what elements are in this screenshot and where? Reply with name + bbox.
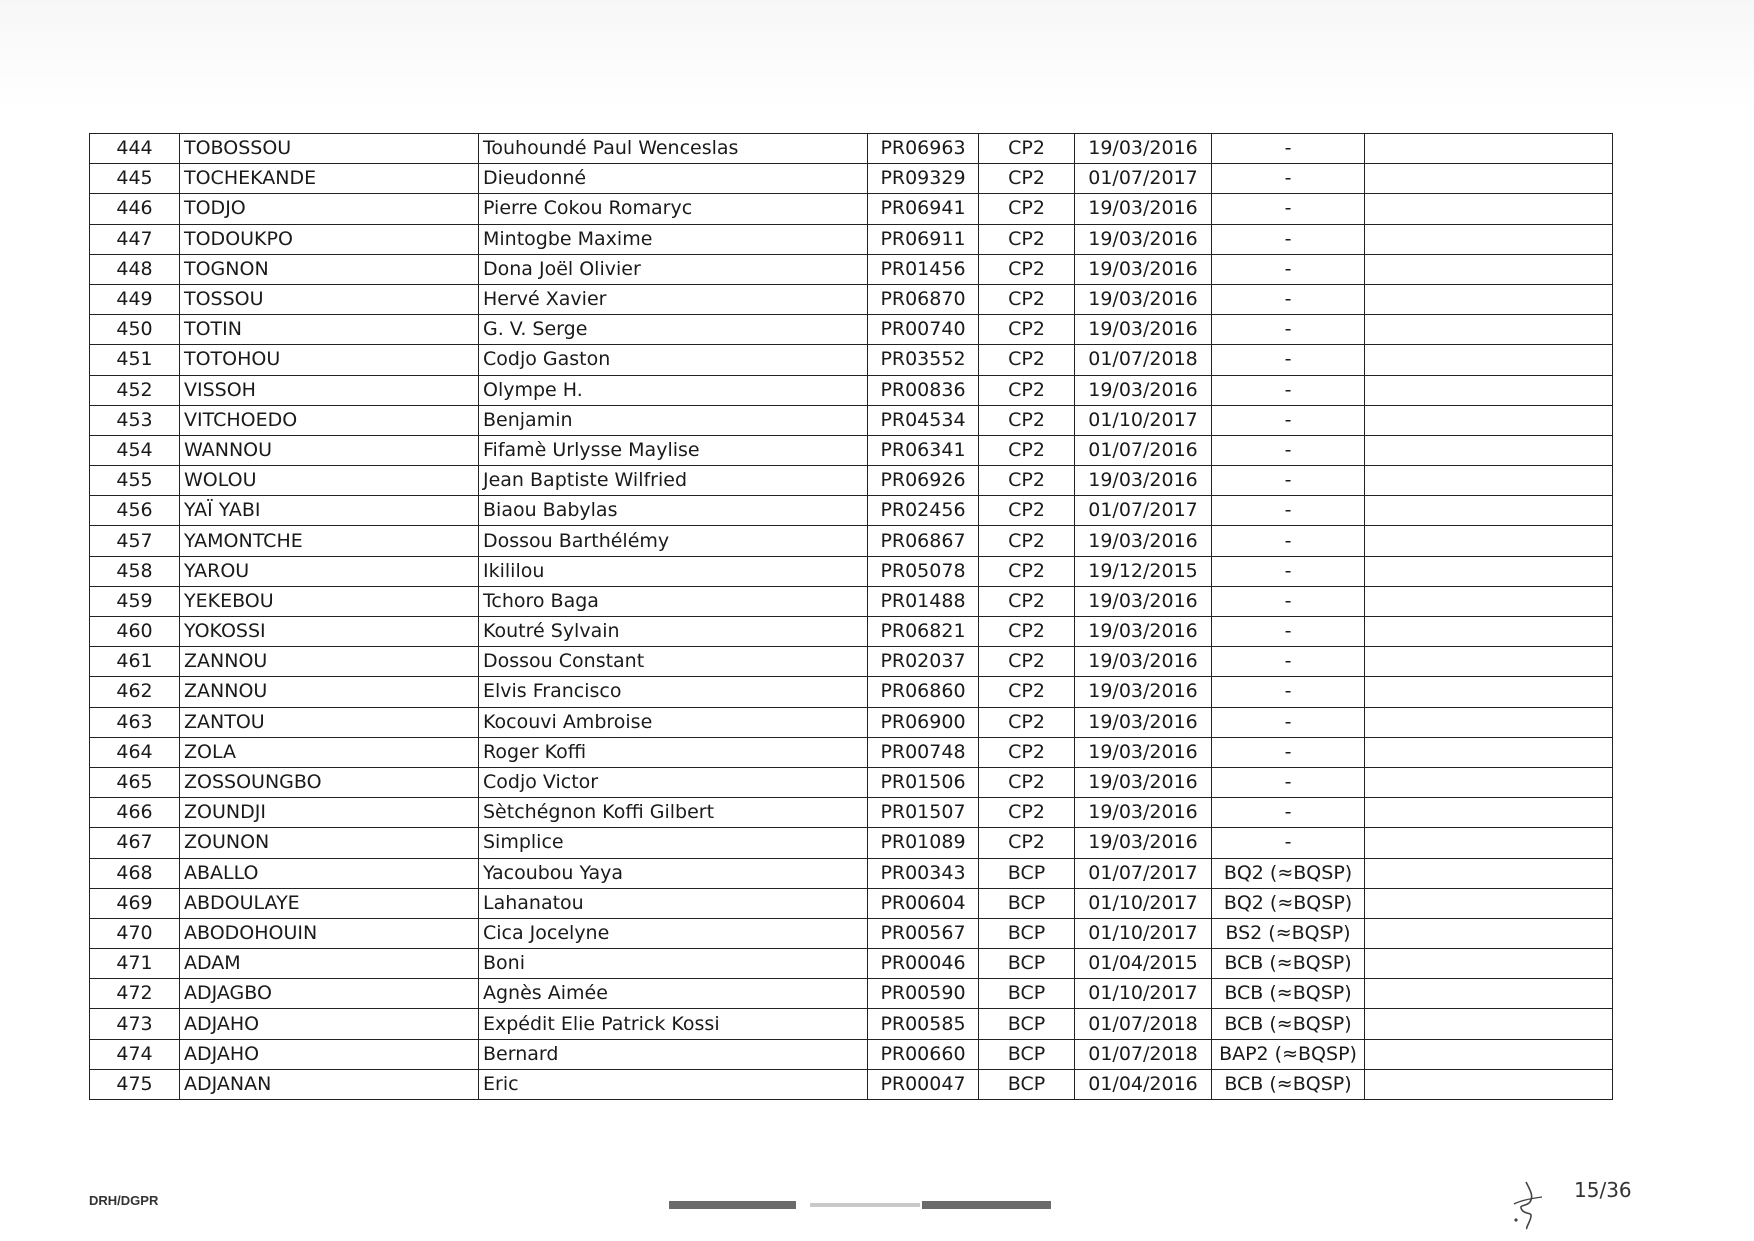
first-names-cell: Elvis Francisco	[479, 677, 868, 707]
row-number-cell: 444	[90, 134, 180, 164]
equivalence-cell: -	[1212, 224, 1365, 254]
row-number-cell: 456	[90, 496, 180, 526]
date-cell: 19/03/2016	[1075, 586, 1212, 616]
registration-number-cell: PR04534	[868, 405, 979, 435]
first-names-cell: Fifamè Urlysse Maylise	[479, 435, 868, 465]
category-cell: BCP	[979, 918, 1075, 948]
equivalence-cell: -	[1212, 194, 1365, 224]
row-number-cell: 466	[90, 798, 180, 828]
date-cell: 19/03/2016	[1075, 284, 1212, 314]
date-cell: 19/03/2016	[1075, 798, 1212, 828]
table-row	[90, 375, 1613, 405]
category-cell: CP2	[979, 828, 1075, 858]
date-cell: 19/03/2016	[1075, 677, 1212, 707]
date-cell: 19/03/2016	[1075, 828, 1212, 858]
first-names-cell: Agnès Aimée	[479, 979, 868, 1009]
row-number-cell: 467	[90, 828, 180, 858]
first-names-cell: Eric	[479, 1069, 868, 1099]
category-cell: CP2	[979, 315, 1075, 345]
equivalence-cell: -	[1212, 677, 1365, 707]
first-names-cell: Biaou Babylas	[479, 496, 868, 526]
blank-cell-cell	[1365, 1009, 1613, 1039]
blank-cell-cell	[1365, 888, 1613, 918]
equivalence-cell: BCB (≈BQSP)	[1212, 949, 1365, 979]
scan-edge-shadow	[0, 0, 1754, 110]
footer-department-label: DRH/DGPR	[89, 1193, 159, 1208]
registration-number-cell: PR06860	[868, 677, 979, 707]
category-cell: BCP	[979, 1069, 1075, 1099]
date-cell: 01/07/2018	[1075, 345, 1212, 375]
first-names-cell: Mintogbe Maxime	[479, 224, 868, 254]
equivalence-cell: -	[1212, 254, 1365, 284]
equivalence-cell: -	[1212, 828, 1365, 858]
page-number: 15/36	[1574, 1178, 1632, 1202]
equivalence-cell: BQ2 (≈BQSP)	[1212, 888, 1365, 918]
first-names-cell: Yacoubou Yaya	[479, 858, 868, 888]
category-cell: BCP	[979, 949, 1075, 979]
category-cell: CP2	[979, 345, 1075, 375]
row-number-cell: 460	[90, 617, 180, 647]
registration-number-cell: PR06341	[868, 435, 979, 465]
table-row	[90, 647, 1613, 677]
date-cell: 01/07/2017	[1075, 164, 1212, 194]
equivalence-cell: BS2 (≈BQSP)	[1212, 918, 1365, 948]
date-cell: 01/07/2017	[1075, 496, 1212, 526]
last-name-cell: VISSOH	[180, 375, 479, 405]
equivalence-cell: -	[1212, 345, 1365, 375]
table-row	[90, 707, 1613, 737]
date-cell: 01/04/2015	[1075, 949, 1212, 979]
table-row	[90, 224, 1613, 254]
table-row	[90, 526, 1613, 556]
registration-number-cell: PR00660	[868, 1039, 979, 1069]
row-number-cell: 450	[90, 315, 180, 345]
blank-cell-cell	[1365, 164, 1613, 194]
date-cell: 19/03/2016	[1075, 194, 1212, 224]
table-row	[90, 949, 1613, 979]
last-name-cell: ZANTOU	[180, 707, 479, 737]
date-cell: 01/10/2017	[1075, 918, 1212, 948]
first-names-cell: Expédit Elie Patrick Kossi	[479, 1009, 868, 1039]
category-cell: CP2	[979, 496, 1075, 526]
last-name-cell: WANNOU	[180, 435, 479, 465]
row-number-cell: 448	[90, 254, 180, 284]
date-cell: 01/07/2018	[1075, 1039, 1212, 1069]
equivalence-cell: -	[1212, 737, 1365, 767]
registration-number-cell: PR05078	[868, 556, 979, 586]
first-names-cell: Hervé Xavier	[479, 284, 868, 314]
blank-cell-cell	[1365, 254, 1613, 284]
first-names-cell: Olympe H.	[479, 375, 868, 405]
table-row	[90, 194, 1613, 224]
table-row	[90, 496, 1613, 526]
row-number-cell: 459	[90, 586, 180, 616]
date-cell: 19/03/2016	[1075, 526, 1212, 556]
date-cell: 19/03/2016	[1075, 707, 1212, 737]
category-cell: CP2	[979, 556, 1075, 586]
last-name-cell: YAMONTCHE	[180, 526, 479, 556]
blank-cell-cell	[1365, 375, 1613, 405]
blank-cell-cell	[1365, 134, 1613, 164]
row-number-cell: 447	[90, 224, 180, 254]
row-number-cell: 471	[90, 949, 180, 979]
blank-cell-cell	[1365, 224, 1613, 254]
registration-number-cell: PR01506	[868, 767, 979, 797]
date-cell: 01/07/2018	[1075, 1009, 1212, 1039]
table-row	[90, 345, 1613, 375]
category-cell: CP2	[979, 134, 1075, 164]
registration-number-cell: PR00343	[868, 858, 979, 888]
last-name-cell: ABDOULAYE	[180, 888, 479, 918]
category-cell: CP2	[979, 647, 1075, 677]
table-body	[90, 134, 1613, 1100]
row-number-cell: 474	[90, 1039, 180, 1069]
category-cell: CP2	[979, 707, 1075, 737]
equivalence-cell: BCB (≈BQSP)	[1212, 979, 1365, 1009]
row-number-cell: 464	[90, 737, 180, 767]
row-number-cell: 446	[90, 194, 180, 224]
date-cell: 01/07/2017	[1075, 858, 1212, 888]
last-name-cell: TODJO	[180, 194, 479, 224]
table-row	[90, 1039, 1613, 1069]
row-number-cell: 472	[90, 979, 180, 1009]
last-name-cell: TOTIN	[180, 315, 479, 345]
category-cell: BCP	[979, 979, 1075, 1009]
registration-number-cell: PR06963	[868, 134, 979, 164]
registration-number-cell: PR06821	[868, 617, 979, 647]
row-number-cell: 469	[90, 888, 180, 918]
table-row	[90, 737, 1613, 767]
equivalence-cell: -	[1212, 526, 1365, 556]
category-cell: CP2	[979, 737, 1075, 767]
first-names-cell: Simplice	[479, 828, 868, 858]
date-cell: 19/03/2016	[1075, 254, 1212, 284]
row-number-cell: 453	[90, 405, 180, 435]
row-number-cell: 454	[90, 435, 180, 465]
table-row	[90, 1009, 1613, 1039]
blank-cell-cell	[1365, 617, 1613, 647]
equivalence-cell: -	[1212, 315, 1365, 345]
date-cell: 19/03/2016	[1075, 315, 1212, 345]
date-cell: 01/10/2017	[1075, 888, 1212, 918]
registration-number-cell: PR06941	[868, 194, 979, 224]
registration-number-cell: PR00046	[868, 949, 979, 979]
registration-number-cell: PR02456	[868, 496, 979, 526]
blank-cell-cell	[1365, 737, 1613, 767]
date-cell: 01/04/2016	[1075, 1069, 1212, 1099]
last-name-cell: ADJAHO	[180, 1009, 479, 1039]
registration-number-cell: PR00748	[868, 737, 979, 767]
category-cell: CP2	[979, 435, 1075, 465]
table-row	[90, 798, 1613, 828]
last-name-cell: TOCHEKANDE	[180, 164, 479, 194]
date-cell: 19/03/2016	[1075, 375, 1212, 405]
date-cell: 01/07/2016	[1075, 435, 1212, 465]
table-row	[90, 1069, 1613, 1099]
category-cell: CP2	[979, 798, 1075, 828]
first-names-cell: Dossou Constant	[479, 647, 868, 677]
date-cell: 19/03/2016	[1075, 134, 1212, 164]
category-cell: CP2	[979, 375, 1075, 405]
blank-cell-cell	[1365, 586, 1613, 616]
table-row	[90, 617, 1613, 647]
date-cell: 19/03/2016	[1075, 767, 1212, 797]
table-row	[90, 556, 1613, 586]
table-row	[90, 284, 1613, 314]
first-names-cell: Pierre Cokou Romaryc	[479, 194, 868, 224]
date-cell: 19/03/2016	[1075, 466, 1212, 496]
category-cell: CP2	[979, 466, 1075, 496]
first-names-cell: Touhoundé Paul Wenceslas	[479, 134, 868, 164]
last-name-cell: TOGNON	[180, 254, 479, 284]
footer-scan-bar	[922, 1201, 1051, 1209]
first-names-cell: Sètchégnon Koffi Gilbert	[479, 798, 868, 828]
category-cell: CP2	[979, 224, 1075, 254]
first-names-cell: Lahanatou	[479, 888, 868, 918]
table-row	[90, 767, 1613, 797]
row-number-cell: 449	[90, 284, 180, 314]
registration-number-cell: PR06926	[868, 466, 979, 496]
date-cell: 19/03/2016	[1075, 737, 1212, 767]
category-cell: CP2	[979, 677, 1075, 707]
blank-cell-cell	[1365, 466, 1613, 496]
equivalence-cell: -	[1212, 435, 1365, 465]
category-cell: CP2	[979, 194, 1075, 224]
blank-cell-cell	[1365, 496, 1613, 526]
category-cell: CP2	[979, 284, 1075, 314]
table-row	[90, 134, 1613, 164]
equivalence-cell: -	[1212, 375, 1365, 405]
last-name-cell: ZOUNDJI	[180, 798, 479, 828]
registration-number-cell: PR00047	[868, 1069, 979, 1099]
blank-cell-cell	[1365, 405, 1613, 435]
equivalence-cell: -	[1212, 707, 1365, 737]
equivalence-cell: -	[1212, 556, 1365, 586]
row-number-cell: 473	[90, 1009, 180, 1039]
table-row	[90, 828, 1613, 858]
equivalence-cell: BCB (≈BQSP)	[1212, 1009, 1365, 1039]
equivalence-cell: BCB (≈BQSP)	[1212, 1069, 1365, 1099]
registration-number-cell: PR09329	[868, 164, 979, 194]
first-names-cell: Dossou Barthélémy	[479, 526, 868, 556]
first-names-cell: Dieudonné	[479, 164, 868, 194]
blank-cell-cell	[1365, 345, 1613, 375]
blank-cell-cell	[1365, 315, 1613, 345]
last-name-cell: WOLOU	[180, 466, 479, 496]
equivalence-cell: -	[1212, 767, 1365, 797]
last-name-cell: TOSSOU	[180, 284, 479, 314]
row-number-cell: 465	[90, 767, 180, 797]
row-number-cell: 451	[90, 345, 180, 375]
blank-cell-cell	[1365, 526, 1613, 556]
row-number-cell: 452	[90, 375, 180, 405]
registration-number-cell: PR01488	[868, 586, 979, 616]
date-cell: 19/03/2016	[1075, 224, 1212, 254]
registration-number-cell: PR06911	[868, 224, 979, 254]
first-names-cell: Benjamin	[479, 405, 868, 435]
first-names-cell: Kocouvi Ambroise	[479, 707, 868, 737]
registration-number-cell: PR00590	[868, 979, 979, 1009]
blank-cell-cell	[1365, 828, 1613, 858]
table-row	[90, 405, 1613, 435]
table-row	[90, 858, 1613, 888]
registration-number-cell: PR06900	[868, 707, 979, 737]
blank-cell-cell	[1365, 1069, 1613, 1099]
last-name-cell: ABODOHOUIN	[180, 918, 479, 948]
row-number-cell: 470	[90, 918, 180, 948]
equivalence-cell: -	[1212, 134, 1365, 164]
row-number-cell: 461	[90, 647, 180, 677]
personnel-table	[89, 133, 1613, 1100]
registration-number-cell: PR03552	[868, 345, 979, 375]
table-row	[90, 586, 1613, 616]
footer-scan-bar	[810, 1203, 920, 1207]
first-names-cell: Tchoro Baga	[479, 586, 868, 616]
blank-cell-cell	[1365, 858, 1613, 888]
table-row	[90, 979, 1613, 1009]
last-name-cell: ADAM	[180, 949, 479, 979]
first-names-cell: Bernard	[479, 1039, 868, 1069]
last-name-cell: ZOSSOUNGBO	[180, 767, 479, 797]
category-cell: CP2	[979, 254, 1075, 284]
table-row	[90, 315, 1613, 345]
category-cell: CP2	[979, 164, 1075, 194]
first-names-cell: Cica Jocelyne	[479, 918, 868, 948]
date-cell: 19/12/2015	[1075, 556, 1212, 586]
table-row	[90, 254, 1613, 284]
registration-number-cell: PR01456	[868, 254, 979, 284]
table-row	[90, 677, 1613, 707]
row-number-cell: 445	[90, 164, 180, 194]
category-cell: CP2	[979, 405, 1075, 435]
equivalence-cell: -	[1212, 496, 1365, 526]
first-names-cell: Codjo Gaston	[479, 345, 868, 375]
first-names-cell: Jean Baptiste Wilfried	[479, 466, 868, 496]
first-names-cell: Ikililou	[479, 556, 868, 586]
equivalence-cell: -	[1212, 617, 1365, 647]
blank-cell-cell	[1365, 435, 1613, 465]
blank-cell-cell	[1365, 677, 1613, 707]
equivalence-cell: BQ2 (≈BQSP)	[1212, 858, 1365, 888]
equivalence-cell: -	[1212, 164, 1365, 194]
footer-scan-bar	[669, 1201, 796, 1209]
last-name-cell: ZOLA	[180, 737, 479, 767]
equivalence-cell: -	[1212, 586, 1365, 616]
blank-cell-cell	[1365, 647, 1613, 677]
registration-number-cell: PR00567	[868, 918, 979, 948]
first-names-cell: G. V. Serge	[479, 315, 868, 345]
blank-cell-cell	[1365, 798, 1613, 828]
category-cell: CP2	[979, 767, 1075, 797]
table-row	[90, 164, 1613, 194]
row-number-cell: 468	[90, 858, 180, 888]
last-name-cell: TOTOHOU	[180, 345, 479, 375]
last-name-cell: YAROU	[180, 556, 479, 586]
registration-number-cell: PR00585	[868, 1009, 979, 1039]
first-names-cell: Boni	[479, 949, 868, 979]
first-names-cell: Codjo Victor	[479, 767, 868, 797]
blank-cell-cell	[1365, 949, 1613, 979]
table-row	[90, 888, 1613, 918]
date-cell: 01/10/2017	[1075, 405, 1212, 435]
last-name-cell: TOBOSSOU	[180, 134, 479, 164]
blank-cell-cell	[1365, 1039, 1613, 1069]
equivalence-cell: -	[1212, 798, 1365, 828]
last-name-cell: ZANNOU	[180, 647, 479, 677]
row-number-cell: 463	[90, 707, 180, 737]
last-name-cell: TODOUKPO	[180, 224, 479, 254]
blank-cell-cell	[1365, 284, 1613, 314]
category-cell: BCP	[979, 1009, 1075, 1039]
last-name-cell: ZANNOU	[180, 677, 479, 707]
table-row	[90, 466, 1613, 496]
first-names-cell: Dona Joël Olivier	[479, 254, 868, 284]
table-row	[90, 918, 1613, 948]
blank-cell-cell	[1365, 194, 1613, 224]
registration-number-cell: PR06867	[868, 526, 979, 556]
first-names-cell: Roger Koffi	[479, 737, 868, 767]
category-cell: BCP	[979, 888, 1075, 918]
category-cell: CP2	[979, 617, 1075, 647]
row-number-cell: 457	[90, 526, 180, 556]
last-name-cell: YOKOSSI	[180, 617, 479, 647]
row-number-cell: 458	[90, 556, 180, 586]
last-name-cell: YEKEBOU	[180, 586, 479, 616]
blank-cell-cell	[1365, 556, 1613, 586]
last-name-cell: YAÏ YABI	[180, 496, 479, 526]
last-name-cell: ABALLO	[180, 858, 479, 888]
category-cell: BCP	[979, 858, 1075, 888]
registration-number-cell: PR00604	[868, 888, 979, 918]
registration-number-cell: PR06870	[868, 284, 979, 314]
initials-signature	[1508, 1180, 1548, 1230]
date-cell: 01/10/2017	[1075, 979, 1212, 1009]
equivalence-cell: -	[1212, 647, 1365, 677]
last-name-cell: ADJAHO	[180, 1039, 479, 1069]
category-cell: CP2	[979, 526, 1075, 556]
blank-cell-cell	[1365, 707, 1613, 737]
blank-cell-cell	[1365, 979, 1613, 1009]
last-name-cell: ADJANAN	[180, 1069, 479, 1099]
blank-cell-cell	[1365, 918, 1613, 948]
equivalence-cell: -	[1212, 466, 1365, 496]
row-number-cell: 462	[90, 677, 180, 707]
last-name-cell: VITCHOEDO	[180, 405, 479, 435]
last-name-cell: ZOUNON	[180, 828, 479, 858]
row-number-cell: 475	[90, 1069, 180, 1099]
registration-number-cell: PR00836	[868, 375, 979, 405]
equivalence-cell: -	[1212, 405, 1365, 435]
category-cell: CP2	[979, 586, 1075, 616]
registration-number-cell: PR01089	[868, 828, 979, 858]
date-cell: 19/03/2016	[1075, 647, 1212, 677]
registration-number-cell: PR01507	[868, 798, 979, 828]
first-names-cell: Koutré Sylvain	[479, 617, 868, 647]
blank-cell-cell	[1365, 767, 1613, 797]
table-row	[90, 435, 1613, 465]
date-cell: 19/03/2016	[1075, 617, 1212, 647]
equivalence-cell: -	[1212, 284, 1365, 314]
equivalence-cell: BAP2 (≈BQSP)	[1212, 1039, 1365, 1069]
registration-number-cell: PR02037	[868, 647, 979, 677]
last-name-cell: ADJAGBO	[180, 979, 479, 1009]
row-number-cell: 455	[90, 466, 180, 496]
category-cell: BCP	[979, 1039, 1075, 1069]
registration-number-cell: PR00740	[868, 315, 979, 345]
